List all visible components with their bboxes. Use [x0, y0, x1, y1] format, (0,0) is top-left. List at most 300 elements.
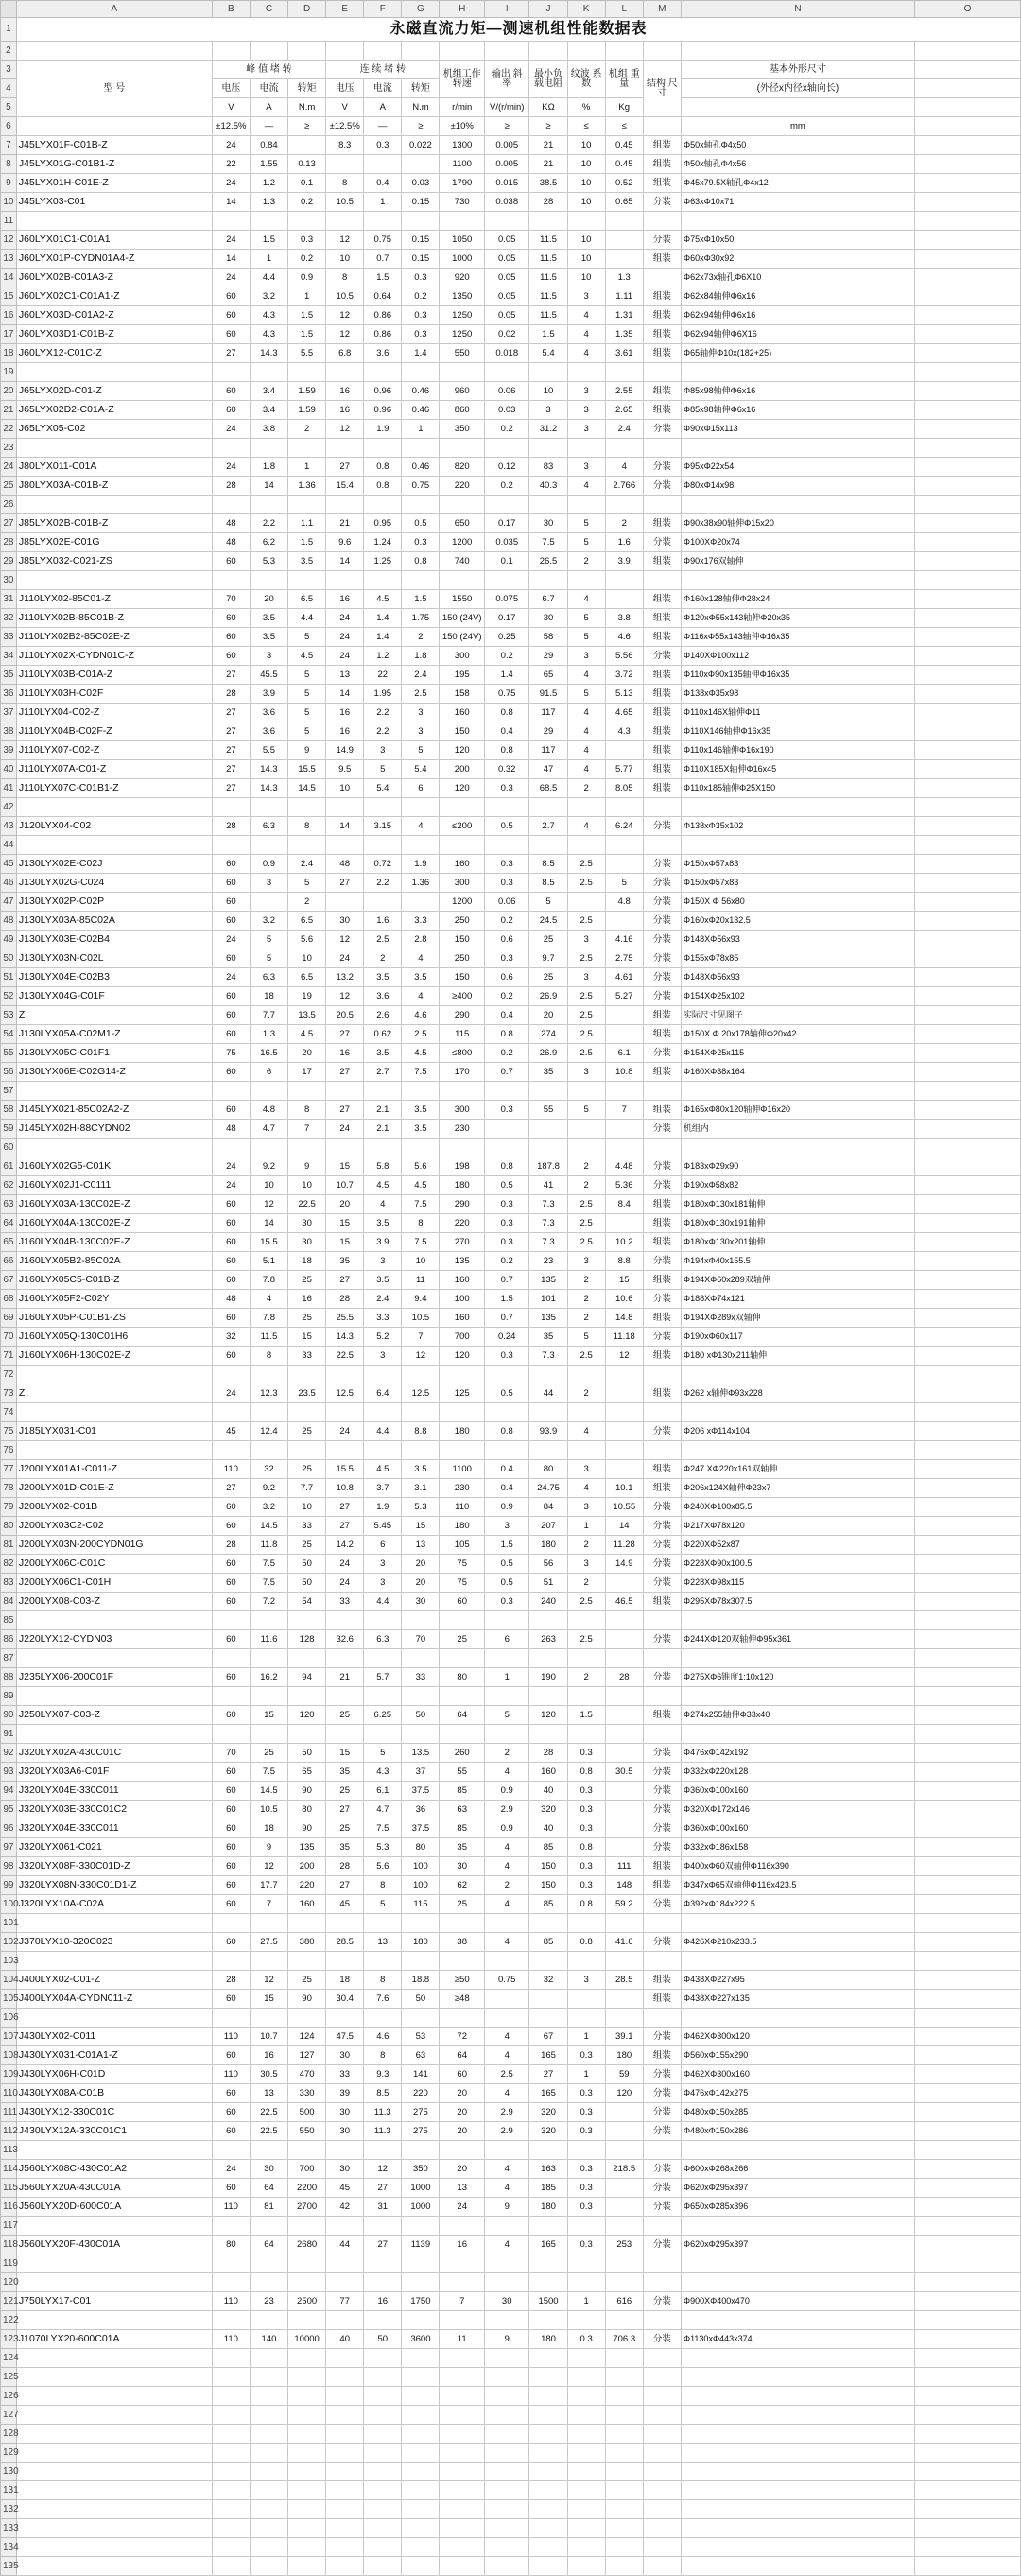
structure-cell[interactable] — [643, 836, 681, 855]
cell[interactable] — [914, 2463, 1020, 2481]
value-cell[interactable] — [567, 2519, 605, 2538]
value-cell[interactable]: 1.5 — [364, 269, 402, 287]
value-cell[interactable]: 0.038 — [484, 193, 529, 212]
cell[interactable] — [914, 1176, 1020, 1195]
cell[interactable] — [914, 1271, 1020, 1290]
value-cell[interactable]: 1.3 — [605, 269, 643, 287]
value-cell[interactable]: 11.5 — [529, 231, 567, 250]
value-cell[interactable] — [326, 2538, 364, 2557]
value-cell[interactable]: 0.005 — [484, 155, 529, 174]
value-cell[interactable] — [529, 1990, 567, 2009]
value-cell[interactable]: 7 — [402, 1328, 440, 1347]
cell[interactable] — [914, 306, 1020, 325]
structure-cell[interactable]: 分装 — [643, 458, 681, 477]
dimensions-cell[interactable] — [681, 439, 914, 458]
value-cell[interactable] — [250, 893, 287, 912]
value-cell[interactable]: 2.5 — [567, 1214, 605, 1233]
value-cell[interactable]: 180 — [440, 1517, 485, 1536]
value-cell[interactable] — [605, 2425, 643, 2444]
cell[interactable] — [914, 2406, 1020, 2425]
structure-cell[interactable]: 分装 — [643, 2103, 681, 2122]
value-cell[interactable]: 5 — [567, 628, 605, 647]
value-cell[interactable]: 8 — [402, 1214, 440, 1233]
row-number[interactable]: 26 — [1, 496, 17, 514]
value-cell[interactable]: 6.1 — [364, 1782, 402, 1801]
value-cell[interactable] — [605, 855, 643, 874]
value-cell[interactable]: 0.3 — [402, 269, 440, 287]
value-cell[interactable] — [605, 1384, 643, 1403]
value-cell[interactable]: 2.5 — [567, 1593, 605, 1611]
cell[interactable] — [914, 2349, 1020, 2368]
value-cell[interactable] — [212, 1611, 250, 1630]
value-cell[interactable] — [326, 2009, 364, 2028]
value-cell[interactable]: 14 — [250, 477, 287, 496]
value-cell[interactable] — [605, 1914, 643, 1933]
value-cell[interactable] — [364, 2387, 402, 2406]
cell[interactable] — [914, 117, 1020, 136]
value-cell[interactable] — [326, 2425, 364, 2444]
model-cell[interactable]: J130LYX04E-C02B3 — [16, 968, 212, 987]
value-cell[interactable] — [288, 1366, 326, 1384]
row-number[interactable]: 60 — [1, 1139, 17, 1157]
model-cell[interactable]: J60LYX02B-C01A3-Z — [16, 269, 212, 287]
value-cell[interactable]: 4 — [250, 1290, 287, 1309]
dimensions-cell[interactable] — [681, 2463, 914, 2481]
cell[interactable] — [914, 325, 1020, 344]
model-cell[interactable]: J110LYX04-C02-Z — [16, 704, 212, 722]
value-cell[interactable]: 7.8 — [250, 1309, 287, 1328]
row-number[interactable]: 76 — [1, 1441, 17, 1460]
value-cell[interactable] — [484, 1403, 529, 1422]
value-cell[interactable] — [567, 2538, 605, 2557]
structure-cell[interactable]: 分装 — [643, 2330, 681, 2349]
value-cell[interactable]: 72 — [440, 2028, 485, 2046]
value-cell[interactable]: 0.13 — [288, 155, 326, 174]
value-cell[interactable]: 0.25 — [484, 628, 529, 647]
value-cell[interactable]: 2 — [567, 1176, 605, 1195]
value-cell[interactable] — [529, 2463, 567, 2481]
header-sub-label[interactable]: 转矩 — [402, 79, 440, 98]
value-cell[interactable]: 0.8 — [567, 1763, 605, 1782]
value-cell[interactable] — [605, 1952, 643, 1971]
value-cell[interactable] — [326, 1914, 364, 1933]
value-cell[interactable] — [440, 2141, 485, 2160]
value-cell[interactable]: 25 — [250, 1744, 287, 1763]
structure-cell[interactable]: 分装 — [643, 231, 681, 250]
value-cell[interactable]: 12.4 — [250, 1422, 287, 1441]
structure-cell[interactable] — [643, 363, 681, 382]
value-cell[interactable]: 8 — [326, 174, 364, 193]
structure-cell[interactable]: 组装 — [643, 1857, 681, 1876]
value-cell[interactable] — [605, 1006, 643, 1025]
header-model[interactable]: 型 号 — [16, 61, 212, 117]
value-cell[interactable] — [212, 2254, 250, 2273]
value-cell[interactable]: 27 — [326, 1876, 364, 1895]
value-cell[interactable] — [212, 1441, 250, 1460]
value-cell[interactable]: 20 — [288, 1044, 326, 1063]
value-cell[interactable]: 4 — [567, 325, 605, 344]
value-cell[interactable]: 33 — [288, 1347, 326, 1366]
model-cell[interactable]: J130LYX05C-C01F1 — [16, 1044, 212, 1063]
value-cell[interactable]: 3.5 — [402, 1120, 440, 1139]
value-cell[interactable]: 4 — [484, 2028, 529, 2046]
dimensions-cell[interactable] — [681, 1082, 914, 1101]
value-cell[interactable]: 50 — [402, 1990, 440, 2009]
value-cell[interactable]: 3.9 — [605, 552, 643, 571]
cell[interactable] — [914, 2311, 1020, 2330]
cell[interactable] — [914, 1782, 1020, 1801]
value-cell[interactable]: 28 — [326, 1290, 364, 1309]
value-cell[interactable] — [288, 1441, 326, 1460]
row-number[interactable]: 78 — [1, 1479, 17, 1498]
model-cell[interactable] — [16, 2444, 212, 2463]
value-cell[interactable]: 0.46 — [402, 382, 440, 401]
value-cell[interactable]: 253 — [605, 2236, 643, 2254]
value-cell[interactable]: 0.8 — [567, 1895, 605, 1914]
value-cell[interactable]: 115 — [402, 1895, 440, 1914]
value-cell[interactable]: 2500 — [288, 2292, 326, 2311]
dimensions-cell[interactable]: Φ320XΦ172x146 — [681, 1801, 914, 1819]
model-cell[interactable]: J130LYX05A-C02M1-Z — [16, 1025, 212, 1044]
header-weight[interactable]: 机组 重量 — [605, 61, 643, 98]
value-cell[interactable] — [440, 212, 485, 231]
value-cell[interactable]: 1050 — [440, 231, 485, 250]
value-cell[interactable]: 16 — [288, 1290, 326, 1309]
cell[interactable] — [914, 250, 1020, 269]
value-cell[interactable] — [288, 2387, 326, 2406]
value-cell[interactable]: 27 — [212, 741, 250, 760]
value-cell[interactable]: 15 — [326, 1233, 364, 1252]
cell[interactable] — [914, 2481, 1020, 2500]
value-cell[interactable] — [440, 2009, 485, 2028]
value-cell[interactable]: 14.8 — [605, 1309, 643, 1328]
value-cell[interactable]: 5.3 — [250, 552, 287, 571]
value-cell[interactable] — [605, 2387, 643, 2406]
cell[interactable] — [914, 1233, 1020, 1252]
value-cell[interactable]: 5 — [402, 741, 440, 760]
value-cell[interactable]: 1100 — [440, 1460, 485, 1479]
value-cell[interactable] — [567, 2387, 605, 2406]
value-cell[interactable]: 1.5 — [250, 231, 287, 250]
value-cell[interactable]: 3 — [364, 1252, 402, 1271]
value-cell[interactable]: 3 — [364, 741, 402, 760]
structure-cell[interactable]: 分装 — [643, 2236, 681, 2254]
cell[interactable] — [914, 1876, 1020, 1895]
value-cell[interactable] — [529, 363, 567, 382]
value-cell[interactable] — [440, 2406, 485, 2425]
value-cell[interactable]: 5.77 — [605, 760, 643, 779]
value-cell[interactable]: 30 — [250, 2160, 287, 2179]
row-number[interactable]: 81 — [1, 1536, 17, 1555]
value-cell[interactable]: 0.72 — [364, 855, 402, 874]
cell[interactable] — [914, 817, 1020, 836]
value-cell[interactable]: 30 — [326, 912, 364, 931]
cell[interactable] — [914, 685, 1020, 704]
value-cell[interactable] — [440, 2500, 485, 2519]
model-cell[interactable]: J430LYX08A-C01B — [16, 2084, 212, 2103]
value-cell[interactable]: 8.4 — [605, 1195, 643, 1214]
value-cell[interactable]: 14 — [326, 552, 364, 571]
value-cell[interactable]: 150 (24V) — [440, 609, 485, 628]
structure-cell[interactable]: 分装 — [643, 1290, 681, 1309]
value-cell[interactable]: 1.3 — [250, 1025, 287, 1044]
value-cell[interactable]: 7.3 — [529, 1347, 567, 1366]
value-cell[interactable] — [440, 1139, 485, 1157]
value-cell[interactable]: 1200 — [440, 893, 485, 912]
structure-cell[interactable]: 分装 — [643, 1801, 681, 1819]
cell[interactable] — [914, 212, 1020, 231]
value-cell[interactable] — [484, 1725, 529, 1744]
structure-cell[interactable] — [643, 798, 681, 817]
model-cell[interactable]: J320LYX10A-C02A — [16, 1895, 212, 1914]
value-cell[interactable]: 29 — [529, 722, 567, 741]
structure-cell[interactable]: 分装 — [643, 533, 681, 552]
cell[interactable] — [914, 1290, 1020, 1309]
value-cell[interactable] — [402, 1649, 440, 1668]
value-cell[interactable]: 185 — [529, 2179, 567, 2198]
value-cell[interactable]: 170 — [440, 1063, 485, 1082]
structure-cell[interactable]: 分装 — [643, 1819, 681, 1838]
value-cell[interactable] — [529, 2311, 567, 2330]
value-cell[interactable]: 60 — [212, 552, 250, 571]
value-cell[interactable]: 2 — [364, 949, 402, 968]
dimensions-cell[interactable]: Φ462XΦ300x120 — [681, 2028, 914, 2046]
value-cell[interactable]: 80 — [402, 1838, 440, 1857]
value-cell[interactable]: 180 — [402, 1933, 440, 1952]
value-cell[interactable]: 5 — [567, 609, 605, 628]
value-cell[interactable] — [402, 571, 440, 590]
value-cell[interactable] — [326, 2254, 364, 2273]
value-cell[interactable]: 0.015 — [484, 174, 529, 193]
value-cell[interactable] — [364, 1725, 402, 1744]
value-cell[interactable]: 163 — [529, 2160, 567, 2179]
value-cell[interactable]: 6.5 — [288, 590, 326, 609]
structure-cell[interactable]: 组装 — [643, 590, 681, 609]
cell[interactable] — [914, 155, 1020, 174]
value-cell[interactable]: 16 — [326, 401, 364, 420]
value-cell[interactable]: 3.4 — [250, 382, 287, 401]
model-cell[interactable]: J65LYX02D-C01-Z — [16, 382, 212, 401]
value-cell[interactable] — [250, 2217, 287, 2236]
value-cell[interactable]: 60 — [212, 1933, 250, 1952]
structure-cell[interactable]: 分装 — [643, 2028, 681, 2046]
value-cell[interactable]: 135 — [440, 1252, 485, 1271]
value-cell[interactable] — [288, 2254, 326, 2273]
value-cell[interactable]: 16 — [326, 704, 364, 722]
value-cell[interactable]: 2.1 — [364, 1120, 402, 1139]
value-cell[interactable]: 0.32 — [484, 760, 529, 779]
model-cell[interactable]: J130LYX03A-85C02A — [16, 912, 212, 931]
value-cell[interactable] — [288, 2481, 326, 2500]
value-cell[interactable]: 25 — [326, 1819, 364, 1838]
value-cell[interactable]: 3.5 — [402, 1101, 440, 1120]
value-cell[interactable] — [288, 496, 326, 514]
value-cell[interactable]: 135 — [529, 1309, 567, 1328]
value-cell[interactable]: 5 — [567, 514, 605, 533]
model-cell[interactable] — [16, 496, 212, 514]
value-cell[interactable]: 0.005 — [484, 136, 529, 155]
row-number[interactable]: 52 — [1, 987, 17, 1006]
value-cell[interactable] — [484, 1952, 529, 1971]
value-cell[interactable]: 700 — [440, 1328, 485, 1347]
value-cell[interactable]: 158 — [440, 685, 485, 704]
value-cell[interactable]: 1 — [250, 250, 287, 269]
model-cell[interactable]: J110LYX07A-C01-Z — [16, 760, 212, 779]
value-cell[interactable]: 24 — [212, 1384, 250, 1403]
value-cell[interactable] — [605, 1744, 643, 1763]
value-cell[interactable]: 4 — [567, 722, 605, 741]
value-cell[interactable]: 8.3 — [326, 136, 364, 155]
dimensions-cell[interactable]: Φ392xΦ184x222.5 — [681, 1895, 914, 1914]
model-cell[interactable]: J250LYX07-C03-Z — [16, 1706, 212, 1725]
value-cell[interactable] — [250, 212, 287, 231]
value-cell[interactable] — [567, 2406, 605, 2425]
value-cell[interactable] — [402, 1403, 440, 1422]
value-cell[interactable] — [605, 363, 643, 382]
value-cell[interactable]: 24 — [212, 231, 250, 250]
value-cell[interactable]: 3.6 — [250, 704, 287, 722]
value-cell[interactable] — [402, 439, 440, 458]
cell[interactable] — [914, 2179, 1020, 2198]
unit-cell[interactable]: mm — [681, 117, 914, 136]
cell[interactable] — [914, 1403, 1020, 1422]
value-cell[interactable] — [212, 1139, 250, 1157]
value-cell[interactable]: 0.3 — [567, 2122, 605, 2141]
cell[interactable] — [914, 760, 1020, 779]
dimensions-cell[interactable] — [681, 1952, 914, 1971]
value-cell[interactable]: 0.2 — [484, 420, 529, 439]
cell[interactable] — [914, 477, 1020, 496]
row-number[interactable]: 102 — [1, 1933, 17, 1952]
dimensions-cell[interactable] — [681, 1687, 914, 1706]
value-cell[interactable]: 58 — [529, 628, 567, 647]
structure-cell[interactable] — [643, 1914, 681, 1933]
value-cell[interactable]: 3.5 — [402, 1460, 440, 1479]
value-cell[interactable] — [212, 2463, 250, 2481]
cell[interactable] — [914, 1536, 1020, 1555]
cell[interactable] — [914, 893, 1020, 912]
cell[interactable] — [681, 42, 914, 61]
value-cell[interactable]: 920 — [440, 269, 485, 287]
row-number[interactable]: 45 — [1, 855, 17, 874]
value-cell[interactable]: 2.2 — [364, 874, 402, 893]
value-cell[interactable] — [212, 2273, 250, 2292]
value-cell[interactable]: 5.5 — [288, 344, 326, 363]
value-cell[interactable]: 0.3 — [484, 1593, 529, 1611]
value-cell[interactable]: 3 — [567, 1971, 605, 1990]
value-cell[interactable]: 60 — [212, 949, 250, 968]
value-cell[interactable]: 10 — [567, 269, 605, 287]
value-cell[interactable]: 25 — [529, 968, 567, 987]
value-cell[interactable] — [605, 1403, 643, 1422]
structure-cell[interactable] — [643, 2311, 681, 2330]
structure-cell[interactable]: 组装 — [643, 1876, 681, 1895]
value-cell[interactable]: 38 — [440, 1933, 485, 1952]
dimensions-cell[interactable]: Φ180 xΦ130x211轴伸 — [681, 1347, 914, 1366]
model-cell[interactable]: J200LYX03C2-C02 — [16, 1517, 212, 1536]
dimensions-cell[interactable]: Φ275XΦ6锥度1:10x120 — [681, 1668, 914, 1687]
value-cell[interactable]: 275 — [402, 2103, 440, 2122]
model-cell[interactable]: J160LYX02G5-C01K — [16, 1157, 212, 1176]
tolerance-cell[interactable]: ≤ — [605, 117, 643, 136]
value-cell[interactable]: 7 — [288, 1120, 326, 1139]
value-cell[interactable]: 3.1 — [402, 1479, 440, 1498]
cell[interactable] — [914, 704, 1020, 722]
row-number[interactable]: 15 — [1, 287, 17, 306]
row-number[interactable]: 105 — [1, 1990, 17, 2009]
dimensions-cell[interactable]: Φ206 xΦ114x104 — [681, 1422, 914, 1441]
value-cell[interactable] — [364, 2557, 402, 2576]
value-cell[interactable]: 24 — [212, 458, 250, 477]
value-cell[interactable]: 15 — [326, 1214, 364, 1233]
value-cell[interactable]: 0.2 — [288, 250, 326, 269]
structure-cell[interactable]: 分装 — [643, 855, 681, 874]
value-cell[interactable] — [484, 1366, 529, 1384]
dimensions-cell[interactable]: Φ332xΦ186x158 — [681, 1838, 914, 1857]
value-cell[interactable]: 4 — [567, 817, 605, 836]
value-cell[interactable] — [364, 212, 402, 231]
value-cell[interactable]: 27 — [529, 2065, 567, 2084]
value-cell[interactable] — [288, 2009, 326, 2028]
value-cell[interactable]: 23 — [529, 1252, 567, 1271]
tolerance-cell[interactable]: ±12.5% — [212, 117, 250, 136]
value-cell[interactable]: 3 — [567, 1555, 605, 1574]
column-header[interactable]: J — [529, 1, 567, 18]
value-cell[interactable]: 5.1 — [250, 1252, 287, 1271]
value-cell[interactable] — [484, 2349, 529, 2368]
value-cell[interactable] — [484, 2481, 529, 2500]
value-cell[interactable] — [364, 2463, 402, 2481]
structure-cell[interactable]: 分装 — [643, 1574, 681, 1593]
value-cell[interactable]: 120 — [440, 779, 485, 798]
cell[interactable] — [914, 552, 1020, 571]
row-number[interactable]: 46 — [1, 874, 17, 893]
dimensions-cell[interactable] — [681, 2500, 914, 2519]
value-cell[interactable] — [529, 2349, 567, 2368]
value-cell[interactable]: 4.5 — [288, 1025, 326, 1044]
value-cell[interactable] — [364, 571, 402, 590]
value-cell[interactable]: 24 — [440, 2198, 485, 2217]
value-cell[interactable]: 1250 — [440, 306, 485, 325]
structure-cell[interactable] — [643, 2009, 681, 2028]
dimensions-cell[interactable] — [681, 798, 914, 817]
value-cell[interactable]: ≤200 — [440, 817, 485, 836]
value-cell[interactable] — [484, 363, 529, 382]
value-cell[interactable]: 20.5 — [326, 1006, 364, 1025]
value-cell[interactable] — [364, 2311, 402, 2330]
column-header[interactable]: H — [440, 1, 485, 18]
value-cell[interactable]: 4.5 — [364, 1460, 402, 1479]
row-number[interactable]: 125 — [1, 2368, 17, 2387]
value-cell[interactable]: 4 — [567, 344, 605, 363]
value-cell[interactable]: 1.2 — [250, 174, 287, 193]
value-cell[interactable]: 0.5 — [484, 1555, 529, 1574]
value-cell[interactable]: 25 — [288, 1971, 326, 1990]
value-cell[interactable]: 3.9 — [250, 685, 287, 704]
value-cell[interactable] — [484, 2425, 529, 2444]
value-cell[interactable]: 0.8 — [364, 477, 402, 496]
structure-cell[interactable]: 分装 — [643, 2122, 681, 2141]
value-cell[interactable]: 24 — [212, 931, 250, 949]
row-number[interactable]: 58 — [1, 1101, 17, 1120]
value-cell[interactable] — [250, 2500, 287, 2519]
row-number[interactable]: 6 — [1, 117, 17, 136]
cell[interactable] — [914, 1498, 1020, 1517]
value-cell[interactable]: 56 — [529, 1555, 567, 1574]
value-cell[interactable]: 1.75 — [402, 609, 440, 628]
cell[interactable] — [914, 2046, 1020, 2065]
value-cell[interactable] — [402, 2217, 440, 2236]
